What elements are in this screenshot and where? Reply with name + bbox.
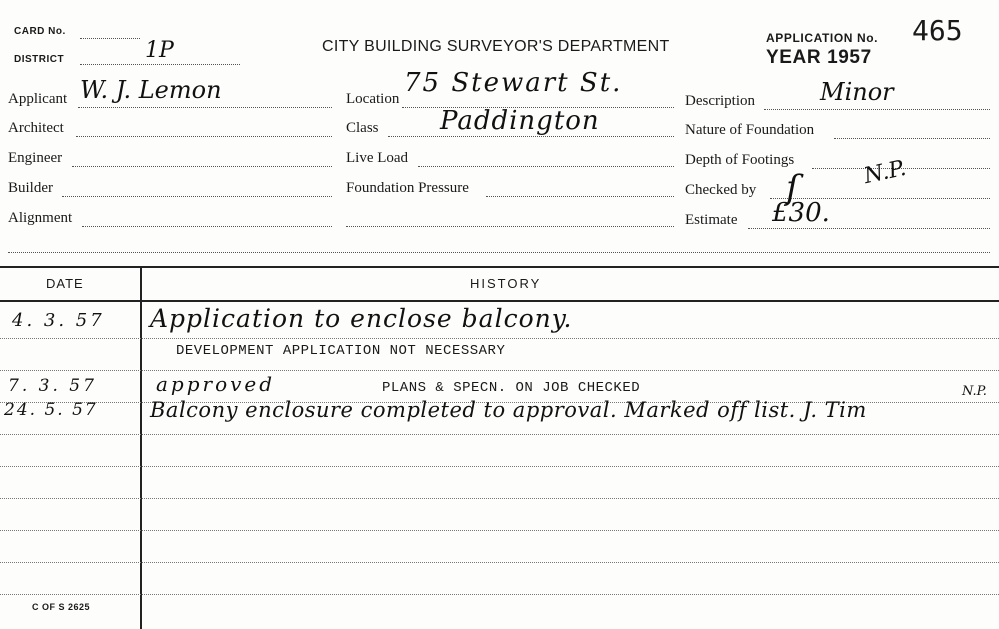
date-header: DATE (46, 276, 84, 291)
applicant-label: Applicant (8, 91, 68, 107)
card-no-label: CARD No. (14, 26, 66, 37)
alignment-label: Alignment (8, 210, 73, 226)
depth-of-footings-label: Depth of Footings (685, 152, 795, 168)
district-label: DISTRICT (14, 54, 65, 65)
checked-by-label: Checked by (685, 182, 757, 198)
row-3-date: 7. 3. 57 (8, 376, 97, 396)
description-value: Minor (820, 78, 894, 106)
foundation-pressure-label: Foundation Pressure (346, 180, 469, 196)
row-4-history: Balcony enclosure completed to approval. Marked off list. J. Tim (150, 398, 867, 422)
application-number: 465 (912, 14, 963, 47)
row-3-history: approved (156, 372, 276, 396)
estimate-label: Estimate (685, 212, 738, 228)
description-label: Description (685, 93, 755, 109)
estimate-value: £30. (772, 198, 830, 228)
row-4-date: 24. 5. 57 (4, 400, 98, 420)
engineer-label: Engineer (8, 150, 63, 166)
checked-by-mark: ſ (786, 168, 799, 208)
year: YEAR 1957 (766, 47, 872, 68)
row-1-date: 4. 3. 57 (12, 310, 105, 331)
table-top-border (0, 266, 999, 268)
nature-of-foundation-label: Nature of Foundation (685, 122, 815, 138)
checked-by-initials: N.P. (861, 155, 909, 190)
row-2-stamp: DEVELOPMENT APPLICATION NOT NECESSARY (176, 343, 506, 359)
location-label: Location (346, 91, 400, 107)
history-header: HISTORY (470, 276, 542, 291)
class-label: Class (346, 120, 379, 136)
application-label: APPLICATION No. (766, 31, 879, 45)
form-code: C OF S 2625 (32, 602, 91, 612)
location-value: 75 Stewart St. (404, 68, 623, 98)
architect-label: Architect (8, 120, 64, 136)
builder-label: Builder (8, 180, 53, 196)
live-load-label: Live Load (346, 150, 409, 166)
applicant-value: W. J. Lemon (80, 76, 222, 104)
row-3-stamp: PLANS & SPECN. ON JOB CHECKED (382, 380, 641, 396)
row-4-initials: N.P. (962, 384, 987, 399)
department-title: CITY BUILDING SURVEYOR'S DEPARTMENT (322, 38, 670, 55)
district-value: 1P (145, 38, 174, 63)
table-header-border (0, 300, 999, 302)
class-value: Paddington (440, 106, 600, 136)
row-1-history: Application to enclose balcony. (150, 304, 573, 333)
date-column-divider (140, 266, 142, 629)
